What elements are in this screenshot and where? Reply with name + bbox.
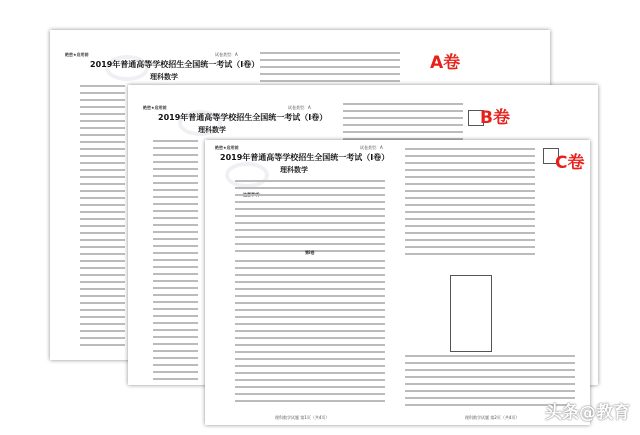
paper-type: 试卷类型：A [288, 105, 311, 110]
paper-subject: 理科数学 [150, 73, 178, 81]
volume-label-c: C卷 [555, 153, 585, 173]
volume-label-a: A卷 [430, 53, 461, 73]
exam-paper-c [205, 140, 590, 425]
part-heading: 第Ⅰ卷 [305, 250, 315, 255]
paper-type: 试卷类型：A [360, 145, 383, 150]
flowchart-figure [450, 275, 492, 352]
paper-title: 2019年普通高等学校招生全国统一考试（Ⅰ卷） [220, 153, 390, 162]
secret-label: 绝密★启用前 [215, 145, 239, 150]
source-watermark: 头条@教育 [545, 403, 630, 423]
paper-subject: 理科数学 [280, 166, 308, 174]
paper-title: 2019年普通高等学校招生全国统一考试（Ⅰ卷） [90, 60, 260, 69]
paper-title: 2019年普通高等学校招生全国统一考试（Ⅰ卷） [158, 113, 328, 122]
paper-type: 试卷类型：A [215, 52, 238, 57]
page-footer-right: 理科数学试题 第2页（共4页） [465, 415, 520, 420]
volume-label-b: B卷 [480, 108, 510, 128]
secret-label: 绝密★启用前 [143, 105, 167, 110]
page-footer-left: 理科数学试题 第1页（共4页） [275, 415, 330, 420]
paper-subject: 理科数学 [198, 126, 226, 134]
secret-label: 绝密★启用前 [65, 52, 89, 57]
